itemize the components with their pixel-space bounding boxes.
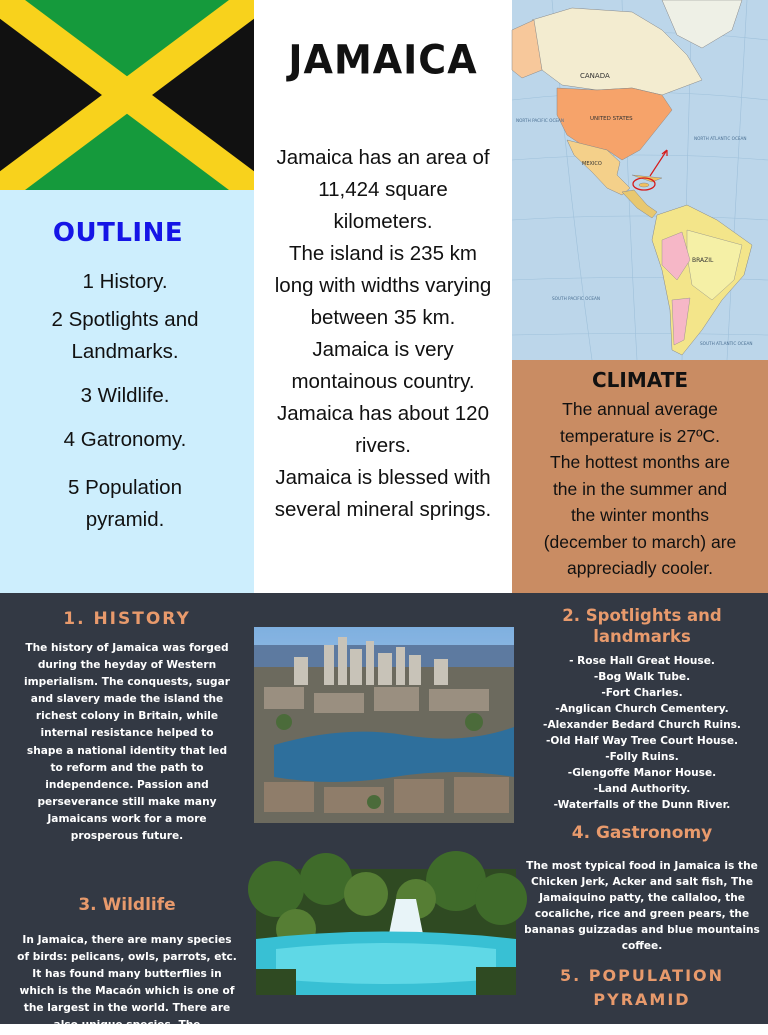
spotlights-list <box>516 653 768 813</box>
outline-item-population <box>10 472 240 536</box>
text-line: the winter months <box>570 505 710 525</box>
text-line: 5. POPULATION <box>559 966 725 985</box>
text-line: the largest in the world. There are <box>23 1002 231 1015</box>
list-item: -Anglican Church Cementery. <box>555 703 729 715</box>
details-section <box>0 593 768 1032</box>
text-line: The most typical food in Jamaica is the <box>526 860 758 872</box>
text-line: richest colony in Britain, while <box>35 710 219 723</box>
intro-text <box>254 142 512 526</box>
climate-panel <box>512 360 768 593</box>
text-line: 2. Spotlights and <box>562 606 722 625</box>
text-line: temperature is 27ºC. <box>559 425 721 446</box>
list-item: -Land Authority. <box>593 783 691 795</box>
text-line: 5 Population <box>68 476 182 499</box>
text-line: between 35 km. <box>310 306 456 329</box>
spotlights-title <box>516 605 768 647</box>
wildlife-title: 3. Wildlife <box>78 895 176 915</box>
history-text <box>6 640 248 845</box>
text-line: 1 History. <box>82 270 168 293</box>
text-line: prosperous future. <box>70 830 184 843</box>
text-line: Jamaica is blessed with <box>275 466 491 489</box>
outline-item-wildlife <box>10 380 240 412</box>
text-line: In Jamaica, there are many species <box>22 934 232 946</box>
map-label-brazil: BRAZIL <box>692 257 714 264</box>
list-item: -Fort Charles. <box>601 687 683 699</box>
history-title: 1. HISTORY <box>63 609 191 629</box>
text-line: appreciadly cooler. <box>567 558 713 578</box>
text-line: long with widths varying <box>274 274 492 297</box>
list-item: - Rose Hall Great House. <box>569 655 715 667</box>
text-line: It has found many butterflies in <box>32 968 222 981</box>
text-line: The island is 235 km <box>288 242 477 265</box>
text-line: Jamaica has about 120 <box>277 402 489 425</box>
text-line: perseverance still make many <box>37 795 217 808</box>
text-line: also unique species. The <box>53 1019 201 1032</box>
outline-item-spotlights <box>10 304 240 368</box>
jamaica-flag <box>0 0 254 190</box>
text-line: cocaliche, rice and green pears, the <box>534 908 750 920</box>
text-line: of birds: pelicans, owls, parrots, etc. <box>17 951 237 964</box>
outline-title: OUTLINE <box>52 218 184 248</box>
text-line: 11,424 square <box>318 178 448 201</box>
map-label-north-atlantic: NORTH ATLANTIC OCEAN <box>694 136 747 141</box>
text-line: during the heyday of Western <box>37 659 217 672</box>
text-line: to reform and the path to <box>50 761 204 774</box>
gastronomy-title: 4. Gastronomy <box>571 823 713 843</box>
text-line: Jamaicans work for a more <box>47 812 207 825</box>
map-label-mexico: MEXICO <box>582 161 602 167</box>
climate-title: CLIMATE <box>592 368 688 392</box>
text-line: independence. Passion and <box>45 778 209 791</box>
map-label-canada: CANADA <box>580 72 610 80</box>
text-line: (december to march) are <box>543 531 737 552</box>
city-photo <box>254 627 514 823</box>
map-label-south-pacific: SOUTH PACIFIC OCEAN <box>552 296 601 301</box>
map-label-united-states: UNITED STATES <box>590 116 633 122</box>
list-item: -Waterfalls of the Dunn River. <box>553 799 731 811</box>
text-line: Landmarks. <box>71 340 179 363</box>
outline-panel <box>0 190 254 593</box>
text-line: The history of Jamaica was forged <box>25 642 229 654</box>
text-line: 3 Wildlife. <box>80 384 170 407</box>
text-line: montainous country. <box>291 370 475 393</box>
map-label-south-atlantic: SOUTH ATLANTIC OCEAN <box>700 341 753 346</box>
outline-item-gastronomy <box>10 424 240 456</box>
waterfall-photo <box>256 869 516 995</box>
text-line: 2 Spotlights and <box>51 308 199 331</box>
text-line: Jamaica has an area of <box>276 146 490 169</box>
text-line: Jamaiquino patty, the callaloo, the <box>539 892 745 904</box>
text-line: several mineral springs. <box>274 498 492 521</box>
text-line: Chicken Jerk, Acker and salt fish, The <box>530 876 753 888</box>
list-item: -Folly Ruins. <box>605 751 679 763</box>
text-line: PYRAMID <box>593 990 691 1009</box>
text-line: rivers. <box>355 434 411 457</box>
text-line: The hottest months are <box>550 452 730 472</box>
text-line: pyramid. <box>85 508 165 531</box>
text-line: Jamaica is very <box>312 338 454 361</box>
text-line: internal resistance helped to <box>40 727 214 740</box>
text-line: kilometers. <box>333 210 433 233</box>
text-line: and slavery made the island the <box>30 693 224 706</box>
text-line: The annual average <box>562 399 718 419</box>
wildlife-text <box>4 932 250 1035</box>
list-item: -Old Half Way Tree Court House. <box>545 735 739 747</box>
list-item: -Bog Walk Tube. <box>593 671 691 683</box>
text-line: 4 Gatronomy. <box>63 428 187 451</box>
text-line: which is the Macaón which is one of <box>19 985 235 998</box>
climate-text <box>524 396 756 582</box>
americas-map <box>512 0 768 360</box>
text-line: imperialism. The conquests, sugar <box>23 676 230 689</box>
text-line: bananas guizzadas and blue mountains <box>524 924 760 936</box>
outline-item-history <box>10 266 240 298</box>
page-title: JAMAICA <box>288 36 478 84</box>
text-line: the in the summer and <box>552 478 728 499</box>
list-item: -Glengoffe Manor House. <box>567 767 717 779</box>
text-line: landmarks <box>593 627 691 646</box>
population-title <box>516 964 768 1012</box>
list-item: -Alexander Bedard Church Ruins. <box>543 719 741 731</box>
text-line: coffee. <box>621 940 663 952</box>
text-line: shape a national identity that led <box>26 744 228 757</box>
intro-panel <box>254 0 512 593</box>
map-label-north-pacific: NORTH PACIFIC OCEAN <box>516 118 565 123</box>
gastronomy-text <box>516 858 768 954</box>
